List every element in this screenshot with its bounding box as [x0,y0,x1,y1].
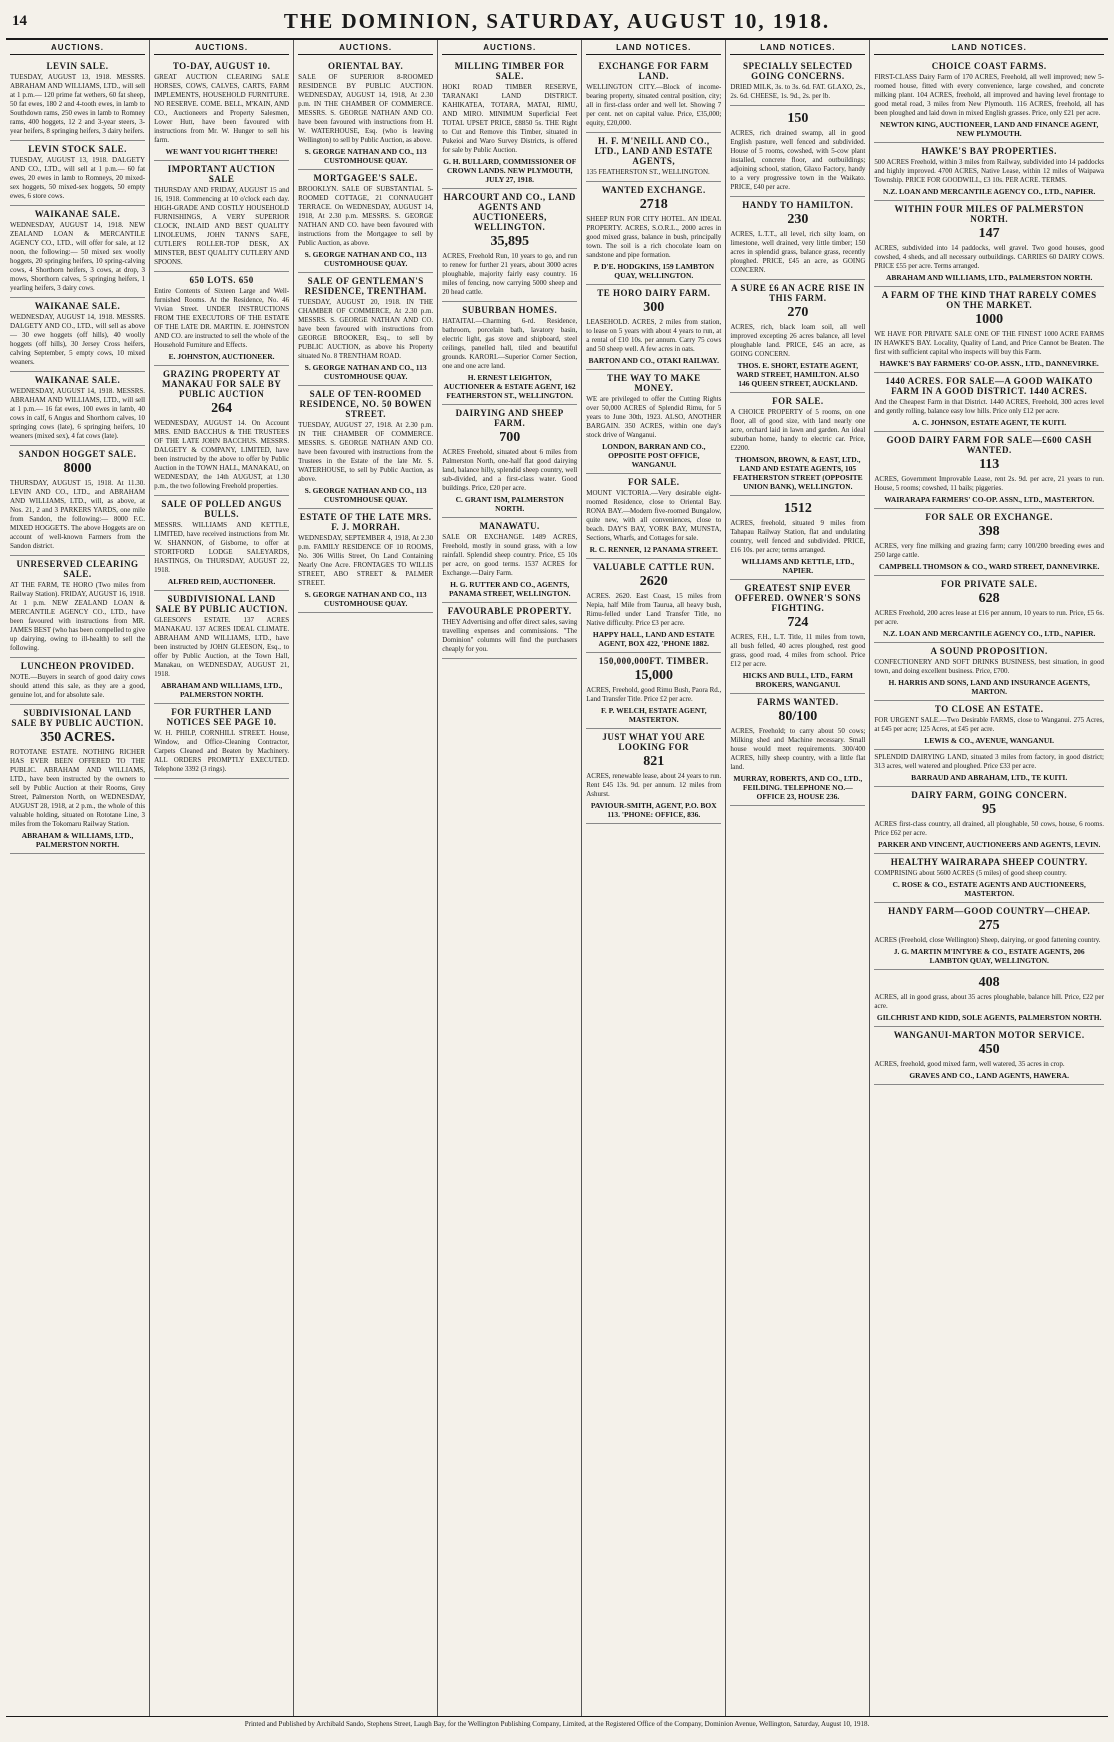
advertisement [154,58,289,161]
ad-body: ACRES (Freehold, close Wellington) Sheep, dairying, or good fattening country. [874,936,1101,944]
ad-title: IMPORTANT AUCTION SALE [167,164,276,184]
advertisement [154,272,289,366]
ad-title: FAVOURABLE PROPERTY. [447,606,572,616]
ad-title: WAIKANAE SALE. [34,209,121,219]
ad-signature: WE WANT YOU RIGHT THERE! [165,147,278,156]
ad-body: HATAITAI.—Charming 6-rd. Residence, bathroom, porcelain bath, lavatory basin, electric light, gas stove and shipboard, steel ceilings, panelled hall, tiled and beautiful grounds. KARORI.—Superior Corner Section, one and one acre land. [442,317,578,370]
column-heading: LAND NOTICES. [730,40,865,55]
ad-title: A FARM OF THE KIND THAT RARELY COMES ON THE MARKET. [881,290,1097,310]
ad-title: WAIKANAE SALE. [34,301,121,311]
ad-body: ACRES, renewable lease, about 24 years to run. Rent £45 13s. 9d. per annum. 12 miles from Ashurst. [586,772,722,798]
ad-title: FOR SALE. [772,396,824,406]
column-2 [150,40,294,1716]
advertisement [10,372,145,446]
ad-title: FOR PRIVATE SALE. [940,579,1038,589]
ad-title: SALE OF POLLED ANGUS BULLS. [161,499,282,519]
ad-signature: BARTON AND CO., OTAKI RAILWAY. [588,356,720,365]
ad-headline-figure: 8000 [63,461,92,476]
ad-signature: ABRAHAM AND WILLIAMS, LTD., PALMERSTON NORTH. [885,273,1093,282]
ad-signature: S. GEORGE NATHAN AND CO., 113 CUSTOMHOUSE QUAY. [304,147,427,165]
column-heading: AUCTIONS. [10,40,145,55]
ad-title: WITHIN FOUR MILES OF PALMERSTON NORTH. [894,204,1084,224]
column-5 [582,40,726,1716]
ad-signature: ABRAHAM & WILLIAMS, LTD., PALMERSTON NORTH. [21,831,134,849]
column-heading: LAND NOTICES. [586,40,721,55]
advertisement [874,58,1104,143]
ad-signature: THOS. E. SHORT, ESTATE AGENT, WARD STREET, HAMILTON. ALSO 146 QUEEN STREET, AUCKLAND. [736,361,860,388]
ad-signature: LONDON, BARRAN AND CO., OPPOSITE POST OFFICE, WANGANUI. [602,442,706,469]
advertisement [874,287,1104,373]
ad-title: A SOUND PROPOSITION. [930,646,1048,656]
ad-headline-figure: 821 [643,754,665,769]
ad-body: FIRST-CLASS Dairy Farm of 170 ACRES, Freehold, all well improved; new 5-roomed house, fitted with every convenience, large cowshed, and concrete milking plant. 104 ACRES, freehold, all improved and having level frontage to good metal road, 3 miles from New Plymouth. 116 ACRES, freehold, all has been ploughed and laid down in mixed English grasses. Price, only £21 per acre. [874,73,1104,117]
advertisement [10,446,145,556]
ad-signature: H. ERNEST LEIGHTON, AUCTIONEER & ESTATE AGENT, 162 FEATHERSTON ST., WELLINGTON. [443,373,576,400]
ad-title: GOOD DAIRY FARM FOR SALE—£600 CASH WANTED. [886,435,1092,455]
ad-body: Entire Contents of Sixteen Large and Well-furnished Rooms. At the Residence, No. 46 Vivian Street. UNDER INSTRUCTIONS FROM THE EXECUTORS OF THE ESTATE OF THE LATE DR. MARTIN. E. JOHNSTON AND CO. are instructed to sell the whole of the Household Furniture and Effects. [154,287,290,349]
ad-title: 650 LOTS. 650 [189,275,254,285]
ad-headline-figure: 2620 [639,574,668,589]
ad-body: THURSDAY AND FRIDAY, AUGUST 15 and 16, 1918. Commencing at 10 o'clock each day. HIGH-GRADE AND COSTLY HOUSEHOLD FURNISHINGS, A VERY SUPERIOR CLOCK, INLAID AND BEST QUALITY LINOLEUMS, JOHN TANN'S SAFE, CUTLER'S ROLLER-TOP DESK, AX MINSTER, BEST QUALITY CUTLERY AND SPOONS. [154,186,290,266]
ad-title: FOR SALE. [628,477,680,487]
ad-body: TUESDAY, AUGUST 20, 1918. IN THE CHAMBER OF COMMERCE, At 2.30 p.m. MESSRS. S. GEORGE NATHAN AND CO. have been favoured with instructions from GEORGE BROOKER, Esq., to sell by PUBLIC AUCTION, as above his Property situated No. 8 TRENTHAM ROAD. [298,298,434,360]
advertisement [586,285,721,370]
advertisement [10,206,145,298]
ad-title: EXCHANGE FOR FARM LAND. [598,61,709,81]
ad-signature: ALFRED REID, AUCTIONEER. [167,577,276,586]
columns [6,40,1108,1717]
ad-signature: S. GEORGE NATHAN AND CO., 113 CUSTOMHOUSE QUAY. [304,363,427,381]
advertisement [442,405,577,518]
column-4 [438,40,582,1716]
ad-title: WANTED EXCHANGE. [601,185,706,195]
ad-title: CHOICE COAST FARMS. [931,61,1047,71]
ad-title: ORIENTAL BAY. [328,61,404,71]
ad-signature: E. JOHNSTON, AUCTIONEER. [168,352,275,361]
ad-signature: C. ROSE & CO., ESTATE AGENTS AND AUCTIONEERS, MASTERTON. [892,880,1086,898]
column-1 [6,40,150,1716]
advertisement [874,970,1104,1027]
ad-body: ACRES, L.T.T., all level, rich silty loam, on limestone, well drained, very little timber; 150 acres in splendid grass, balance grass, recently ploughed. PRICE, £45 an acre, as GOING CONCERN. [730,230,866,274]
ad-signature: BARRAUD AND ABRAHAM, LTD., TE KUITI. [911,773,1068,782]
advertisement [298,509,433,613]
ad-title: HARCOURT AND CO., LAND AGENTS AND AUCTIONEERS, WELLINGTON. [443,192,576,232]
advertisement [10,141,145,206]
ad-signature: C. GRANT ISM, PALMERSTON NORTH. [455,495,564,513]
ad-body: ACRES, Freehold Run, 10 years to go, and run to renew for further 21 years, about 3000 acres ploughable, majority fairly easy country. 16 miles of fencing, now carrying 5000 sheep and 20 head cattle. [442,252,578,296]
ad-title: DAIRYING AND SHEEP FARM. [455,408,564,428]
column-6 [726,40,870,1716]
ad-body: WEDNESDAY, AUGUST 14, 1918. NEW ZEALAND LOAN & MERCANTILE AGENCY CO., LTD., will offer for sale, at 12 noon, the following:— 50 mixed sex woolly hoggets, 20 springing heifers, 10 spring-calving cows, 4 Shorthorn heifers, 3 cows, at drop, 3 mows, Shorthorn calves, 5 springing heifers, 1 yearling heifers, 3 dairy cows. [10,221,146,292]
advertisement [874,373,1104,432]
column-heading: AUCTIONS. [298,40,433,55]
ad-title: SUBDIVISIONAL LAND SALE BY PUBLIC AUCTION. [11,708,144,728]
advertisement [586,182,721,285]
ad-body: SALE OF SUPERIOR 8-ROOMED RESIDENCE BY PUBLIC AUCTION. WEDNESDAY, AUGUST 14, 1918, At 2.30 p.m. IN THE CHAMBER OF COMMERCE. MESSRS. S. GEORGE NATHAN AND CO. have been favoured with instructions from H. W. WATERHOUSE, Esq. (who is leaving Wellington) to sell by Public Auction, as above. [298,73,434,144]
column-7 [870,40,1108,1716]
advertisement [154,496,289,591]
ad-title: 150,000,000FT. TIMBER. [598,656,709,666]
ad-signature: S. GEORGE NATHAN AND CO., 113 CUSTOMHOUSE QUAY. [304,590,427,608]
ad-body: WEDNESDAY, AUGUST 14. On Account MRS. ENID BACCHUS & THE TRUSTEES OF THE LATE JOHN BACCHUS. MESSRS. DALGETY & COMPANY, LIMITED, have been instructed by the above to offer by Public Auction in the TOWN HALL, MANAKAU, on WEDNESDAY, the 14th AUGUST, at 1.30 p.m., the two following Freehold properties. [154,419,290,490]
ad-headline-figure: 700 [499,430,521,445]
advertisement [874,576,1104,643]
masthead [6,4,1108,40]
ad-body: AT THE FARM, TE HORO (Two miles from Railway Station). FRIDAY, AUGUST 16, 1918. At 1 p.m. NEW ZEALAND LOAN & MERCANTILE AGENCY CO., LTD., have been favoured with instructions from MR. JAMES BEST (who has been compelled to give up dairying, owing to ill-health) to sell the following. [10,581,146,652]
ad-body: DRIED MILK, 3s. to 3s. 6d. FAT. GLAXO, 2s., 2s. 6d. CHEESE, 1s. 9d., 2s. per lb. [730,83,866,100]
advertisement [874,1027,1104,1085]
ad-signature: CAMPBELL THOMSON & CO., WARD STREET, DANNEVIRKE. [878,562,1100,571]
ad-signature: PARKER AND VINCENT, AUCTIONEERS AND AGENTS, LEVIN. [878,840,1101,849]
advertisement [10,298,145,372]
advertisement [154,161,289,272]
ad-title: TO-DAY, AUGUST 10. [172,61,271,71]
advertisement [730,197,865,280]
advertisement [442,189,577,302]
ad-title: SALE OF GENTLEMAN'S RESIDENCE, TRENTHAM. [304,276,427,296]
ad-headline-figure: 230 [787,212,809,227]
ad-body: WEDNESDAY, SEPTEMBER 4, 1918, At 2.30 p.m. FAMILY RESIDENCE OF 10 ROOMS, No. 306 Willis Street, On Land Containing Nearly One Acre. FRONTAGES TO WILLIS STREET, ABO STREET & PALMER STREET. [298,534,434,587]
advertisement [730,106,865,197]
ad-body: A CHOICE PROPERTY of 5 rooms, on one floor, all of good size, with land nearly one acre, orchard laid in lawn and garden. An ideal suburban home, handy to electric car. Price, £2200. [730,408,866,452]
newspaper-title: THE DOMINION, SATURDAY, AUGUST 10, 1918. [283,8,831,33]
page-number: 14 [12,12,27,29]
ad-body: WEDNESDAY, AUGUST 14, 1918. MESSRS. DALGETY AND CO., LTD., will sell as above— 30 ewe hoggets (off hills), 40 woolly hoggets (off hills), 30 Jersey Cross heifers, calving September, 5 empty cows, 10 mixed weaners. [10,313,146,366]
ad-signature: P. D'E. HODGKINS, 159 LAMBTON QUAY, WELLINGTON. [593,262,715,280]
ad-signature: H. G. RUTTER AND CO., AGENTS, PANAMA STREET, WELLINGTON. [448,580,571,598]
ad-body: GLEESON'S ESTATE. 137 ACRES MANAKAU. 137 ACRES IDEAL CLIMATE. ABRAHAM AND WILLIAMS, LTD., have been instructed by JOHN GLEESON, Esq., to offer by Public Auction, at the Town Hall, Manakau, on WEDNESDAY, AUGUST 21, 1918. [154,616,290,678]
ad-title: DAIRY FARM, GOING CONCERN. [911,790,1068,800]
ad-signature: GILCHRIST AND KIDD, SOLE AGENTS, PALMERSTON NORTH. [876,1013,1102,1022]
advertisement [874,787,1104,854]
ad-title: FARMS WANTED. [757,697,839,707]
ad-title: FOR SALE OR EXCHANGE. [925,512,1053,522]
advertisement [874,903,1104,970]
advertisement [586,58,721,133]
ad-title: WAIKANAE SALE. [34,375,121,385]
ad-body: ACRES, Freehold, good Rimu Bush, Paora Rd., Land Transfer Title. Price £2 per acre. [586,686,722,703]
ad-signature: G. H. BULLARD, COMMISSIONER OF CROWN LANDS. NEW PLYMOUTH, JULY 27, 1918. [443,157,577,184]
ad-headline-figure: 300 [643,300,665,315]
advertisement [298,386,433,509]
ad-title: HEALTHY WAIRARAPA SHEEP COUNTRY. [890,857,1088,867]
ad-signature: N.Z. LOAN AND MERCANTILE AGENCY CO., LTD., NAPIER. [882,187,1096,196]
advertisement [730,496,865,580]
ad-body: ACRES, very fine milking and grazing farm; carry 100/200 breeding ewes and 250 large cattle. [874,542,1104,559]
ad-body: ACRES, rich, black loam soil, all well improved excepting 26 acres balance, all level ploughable land. PRICE, £45 an acre, as GOING CONCERN. [730,323,866,358]
advertisement [298,273,433,386]
ad-headline-figure: 350 ACRES. [40,730,115,745]
ad-title: FOR FURTHER LAND NOTICES SEE PAGE 10. [166,707,277,727]
ad-body: ACRES, Government Improvable Lease, rent 2s. 9d. per acre, 21 years to run. House, 5 rooms; cowshed, 11 bails; piggeries. [874,475,1104,492]
ad-body: FOR URGENT SALE.—Two Desirable FARMS, close to Wanganui. 275 Acres, at £45 per acre; 125 Acres, at £45 per acre. [874,716,1104,733]
ad-signature: NEWTON KING, AUCTIONEER, LAND AND FINANCE AGENT, NEW PLYMOUTH. [880,120,1099,138]
ad-signature: HAPPY HALL, LAND AND ESTATE AGENT, BOX 422, 'PHONE 1882. [592,630,715,648]
ad-body: BROOKLYN. SALE OF SUBSTANTIAL 5-ROOMED COTTAGE, 21 CONNAUGHT TERRACE. On WEDNESDAY, AUGUST 14, 1918, At 2.30 p.m. MESSRS. S. GEORGE NATHAN AND CO. have been favoured with instructions from the Mortgagee to sell by Public Auction, as above. [298,185,434,247]
advertisement [154,591,289,704]
advertisement [586,133,721,182]
advertisement [730,58,865,106]
ad-signature: HAWKE'S BAY FARMERS' CO-OP. ASSN., LTD., DANNEVIRKE. [879,359,1099,368]
advertisement [586,729,721,824]
ad-signature: F. P. WELCH, ESTATE AGENT, MASTERTON. [600,706,707,724]
ad-body: And the Cheapest Farm in that District. 1440 ACRES, Freehold, 300 acres level and gently rolling, balance easy low hills. Price only £12 per acre. [874,398,1104,415]
advertisement [154,366,289,496]
advertisement [586,559,721,653]
ad-body: MOUNT VICTORIA.—Very desirable eight-roomed Residence, close to Oriental Bay. RONA BAY.—Modern five-roomed Bungalow, quite new, with all conveniences, close to beach. DAY'S BAY, YORK BAY, MUNSTA, Sections, Wharfs, and Cottages for sale. [586,489,722,542]
advertisement [874,201,1104,287]
ad-title: 1440 ACRES. FOR SALE—A GOOD WAIKATO FARM IN A GOOD DISTRICT. 1440 ACRES. [885,376,1093,396]
advertisement [874,750,1104,787]
ad-body: TUESDAY, AUGUST 13, 1918. MESSRS. ABRAHAM AND WILLIAMS, LTD., will sell at 1 p.m.— 120 prime fat wethers, 60 fat sheep, 50 fat ewes, 180 2 and 4-tooth ewes, in lamb to Southdown rams, 250 ewes in lamb to Romney rams, 400 hoggets, 12 2 and 3-year steers, 3-year heifers, 8 springing heifers, 3 dairy heifers. [10,73,146,135]
advertisement [154,704,289,779]
advertisement [298,170,433,273]
advertisement [10,705,145,854]
ad-headline-figure: 1000 [975,312,1004,327]
ad-title: ESTATE OF THE LATE MRS. F. J. MORRAH. [299,512,432,532]
ad-body: ROTOTANE ESTATE. NOTHING RICHER HAS EVER BEEN OFFERED TO THE PUBLIC. ABRAHAM AND WILLIAMS, LTD., have been instructed by the owners to sell by Public Auction at their Rooms, Grey Street, Palmerston North, on WEDNESDAY, AUGUST 28, 1918, at 2 p.m., the whole of this valuable holding, situated on Rototane Line, 3 miles from the Tokomaru Railway Station. [10,748,146,828]
ad-title: GREATEST SNIP EVER OFFERED. OWNER'S SONS FIGHTING. [734,583,861,613]
ad-body: ACRES, subdivided into 14 paddocks, well gravel. Two good houses, good cowshed, 4 sheds, and all necessary outbuildings. CARRIES 60 DAIRY COWS. PRICE £55 per acre. Terms arranged. [874,244,1104,270]
advertisement [586,653,721,729]
ad-title: H. F. M'NEILL AND CO., LTD., LAND AND ESTATE AGENTS, [594,136,713,166]
advertisement [730,580,865,694]
ad-title: JUST WHAT YOU ARE LOOKING FOR [602,732,706,752]
ad-headline-figure: 113 [979,457,1000,472]
ad-body: W. H. PHILP, CORNHILL STREET. House, Window, and Office-Cleaning Contractor, Carpets Cleaned and Beaten by Machinery. ALL ORDERS PROMPTLY EXECUTED. Telephone 3392 (3 rings). [154,729,290,773]
advertisement [442,302,577,405]
ad-body: ACRES Freehold, situated about 6 miles from Palmerston North, one-half flat good dairying land, balance hilly, splendid sheep country, well sub-divided, and a first-class water. Good buildings. Price, £20 per acre. [442,448,578,492]
advertisement [874,701,1104,750]
advertisement [586,474,721,559]
ad-body: ACRES, freehold, situated 9 miles from Tahapau Railway Station, flat and undulating country, well fenced and subdivided. PRICE, £16 10s. per acre; terms arranged. [730,519,866,554]
ad-signature: GRAVES AND CO., LAND AGENTS, HAWERA. [909,1071,1070,1080]
ad-title: SALE OF TEN-ROOMED RESIDENCE, NO. 50 BOWEN STREET. [299,389,432,419]
ad-signature: H. HARRIS AND SONS, LAND AND INSURANCE AGENTS, MARTON. [888,678,1090,696]
advertisement [10,658,145,705]
ad-title: MORTGAGEE'S SALE. [313,173,418,183]
ad-headline-figure: 147 [978,226,1000,241]
ad-title: GRAZING PROPERTY AT MANAKAU FOR SALE BY PUBLIC AUCTION [161,369,282,399]
ad-headline-figure: 270 [787,305,809,320]
ad-headline-figure: 264 [211,401,233,416]
ad-body: ACRES, freehold, good mixed farm, well watered, 35 acres in crop. [874,1060,1065,1068]
ad-headline-figure: 408 [978,975,1000,990]
advertisement [442,603,577,659]
advertisement [730,280,865,393]
column-3 [294,40,438,1716]
ad-title: UNRESERVED CLEARING SALE. [16,559,139,579]
ad-headline-figure: 275 [978,918,1000,933]
ad-body: SALE OR EXCHANGE. 1489 ACRES, Freehold, mostly in sound grass, with a low rainfall. Splendid sheep country. Price, £5 10s per acre, on good terms. 1537 ACRES for Exchange.—Dairy Farm. [442,533,578,577]
ad-signature: WILLIAMS AND KETTLE, LTD., NAPIER. [741,557,855,575]
ad-body: ACRES, F.H., L.T. Title, 11 miles from town, all bush felled, 40 acres ploughed, rest good grass, good road, 4 miles from school. Price £12 per acre. [730,633,866,668]
ad-headline-figure: 2718 [639,197,668,212]
ad-body: ACRES, all in good grass, about 35 acres ploughable, balance hill. Price, £22 per acre. [874,993,1104,1010]
printer-imprint: Printed and Published by Archibald Sando, Stephens Street, Laugh Bay, for the Wellington Publishing Company, Limited, at the Registered Office of the Company, Dominion Avenue, Wellington, Saturday, August 10, 1918. [244,1720,870,1728]
ad-headline-figure: 450 [978,1042,1000,1057]
ad-title: A SURE £6 AN ACRE RISE IN THIS FARM. [731,283,865,303]
ad-title: SANDON HOGGET SALE. [18,449,137,459]
advertisement [874,854,1104,903]
ad-body: SPLENDID DAIRYING LAND, situated 3 miles from factory, in good district; 313 acres, well watered and ploughed. Price £33 per acre. [874,753,1104,770]
ad-signature: S. GEORGE NATHAN AND CO., 113 CUSTOMHOUSE QUAY. [304,250,427,268]
advertisement [10,58,145,141]
ad-headline-figure: 628 [978,591,1000,606]
ad-headline-figure: 80/100 [778,709,818,724]
advertisement [442,518,577,603]
ad-body: TUESDAY, AUGUST 13, 1918. DALGETY AND CO., LTD., will sell at 1 p.m.— 60 fat ewes, 20 ewes in lamb to Romneys, 20 mixed-sex hoggets, 50 mixed-sex hoggets, 50 empty ewes, 6 store cows. [10,156,146,200]
ad-title: MILLING TIMBER FOR SALE. [454,61,565,81]
ad-body: WEDNESDAY, AUGUST 14, 1918. MESSRS. ABRAHAM AND WILLIAMS, LTD., will sell at 1 p.m.— 16 fat ewes, 100 ewes in lamb, 40 cows in calf, 6 Angus and Shorthorn calves, 10 springing cows (late), 6 springing heifers, 10 weaners (mixed sex), 4 fat cows (late). [10,387,146,440]
ad-title: HANDY FARM—GOOD COUNTRY—CHEAP. [888,906,1091,916]
ad-signature: J. G. MARTIN M'INTYRE & CO., ESTATE AGENTS, 206 LAMBTON QUAY, WELLINGTON. [893,947,1085,965]
ad-title: TE HORO DAIRY FARM. [597,288,711,298]
ad-title: WANGANUI-MARTON MOTOR SERVICE. [893,1030,1085,1040]
ad-title: TO CLOSE AN ESTATE. [934,704,1044,714]
ad-body: THEY Advertising and offer direct sales, saving travelling expenses and commissions. "The Dominion" columns will find the purchasers cheaply for you. [442,618,578,653]
ad-headline-figure: 35,895 [490,234,529,249]
ad-title: SPECIALLY SELECTED GOING CONCERNS. [743,61,853,81]
ad-body: WE are privileged to offer the Cutting Rights over 50,000 ACRES of Splendid Rimu, for 5 years to June 30th, 1923. ALSO, ANOTHER BARGAIN. 350 ACRES, within one day's stock drive of Wanganui. [586,395,722,439]
ad-body: ACRES, Freehold; to carry about 50 cows; Milking shed and Machine necessary. Small house would meet requirements. 300/400 ACRES, hilly sheep country, with a little flat land. [730,727,866,771]
ad-body: ACRES, rich drained swamp, all in good English pasture, well fenced and subdivided. House of 5 rooms, cowshed, with 5-cow plant installed, concrete floor, and outbuildings; adjoining school, station, Glaxo Factory, handy to a very progressive town in the Waikato. PRICE, £40 per acre. [730,129,866,191]
ad-body: WE HAVE FOR PRIVATE SALE ONE OF THE FINEST 1000 ACRE FARMS IN HAWKE'S BAY. Locality, Quality of Land, and Price Cannot be Beaten. The first with sufficient capital who inspects will buy this Farm. [874,330,1104,356]
advertisement [874,432,1104,509]
ad-title: MANAWATU. [479,521,540,531]
ad-signature: MURRAY, ROBERTS, AND CO., LTD., FEILDING. TELEPHONE NO.—OFFICE 23, HOUSE 236. [733,774,863,801]
ad-headline-figure: 1512 [783,501,812,516]
ad-signature: ABRAHAM AND WILLIAMS, LTD., PALMERSTON NORTH. [160,681,283,699]
ad-body: ACRES. 2620. East Coast, 15 miles from Nepia, half Mile from Taurua, all heavy bush, Rimu-felled under Land Transfer Title, no Native difficulty. Price £3 per acre. [586,592,722,627]
advertisement [730,393,865,496]
ad-body: GREAT AUCTION CLEARING SALE HORSES, COWS, CALVES, CARTS, FARM IMPLEMENTS, HOUSEHOLD FURNITURE. NO RESERVE. COME. BELL, M'KAIN, AND CO., Auctioneers and Property Salesmen, Lower Hutt, have been favoured with instructions from Mr. W. Hunger to sell his farm. [154,73,290,144]
ad-body: ACRES first-class country, all drained, all ploughable, 50 cows, house, 6 rooms. Price £62 per acre. [874,820,1104,837]
ad-signature: LEWIS & CO., AVENUE, WANGANUI. [924,736,1055,745]
ad-title: THE WAY TO MAKE MONEY. [606,373,701,393]
ad-body: ACRES Freehold, 200 acres lease at £16 per annum, 10 years to run. Price, £5 6s. per acre. [874,609,1104,626]
ad-headline-figure: 95 [982,802,997,817]
ad-title: LEVIN SALE. [46,61,109,71]
ad-body: SHEEP RUN FOR CITY HOTEL. AN IDEAL PROPERTY. ACRES, S.O.R.L., 2000 acres in good mixed grass, balance in bush, principally town. The soil is a rich chocolate loam on sandstone and pipe formation. [586,215,722,259]
advertisement [586,370,721,474]
ad-signature: S. GEORGE NATHAN AND CO., 113 CUSTOMHOUSE QUAY. [304,486,427,504]
column-heading: LAND NOTICES. [874,40,1104,55]
ad-title: HAWKE'S BAY PROPERTIES. [921,146,1057,156]
ad-title: HANDY TO HAMILTON. [742,200,854,210]
ad-body: 135 FEATHERSTON ST., WELLINGTON. [586,168,710,176]
advertisement [442,58,577,189]
ad-title: LEVIN STOCK SALE. [28,144,127,154]
advertisement [874,509,1104,576]
ad-signature: R. C. RENNER, 12 PANAMA STREET. [589,545,718,554]
ad-body: LEASEHOLD. ACRES, 2 miles from station, to lease on 5 years with about 4 years to run, at a rental of £10 10s. per annum. Carry 75 cows and 50 sheep well. A few acres in oats. [586,318,722,353]
advertisement [730,694,865,806]
ad-body: 500 ACRES Freehold, within 3 miles from Railway, subdivided into 14 paddocks and highly improved. 4700 ACRES, Native Lease, within 12 miles of Waipawa Township. PRICE FOR GOODWILL, £3 10s. PER ACRE. TERMS. [874,158,1104,184]
ad-body: THURSDAY, AUGUST 15, 1918. At 11.30. LEVIN AND CO., LTD., and ABRAHAM AND WILLIAMS, LTD., will, as above, at Nos. 21, 2 and 3 PARKERS YARDS, one mile from Sandon, the following:— 8000 F.C. MIXED HOGGETS. The above Hoggets are on account of well-known Farmers from the Sandon district. [10,479,146,550]
ad-title: SUBDIVISIONAL LAND SALE BY PUBLIC AUCTION. [155,594,288,614]
ad-headline-figure: 150 [787,111,809,126]
ad-body: COMPRISING about 5600 ACRES (5 miles) of good sheep country. [874,869,1067,877]
advertisement [874,643,1104,701]
ad-headline-figure: 398 [978,524,1000,539]
advertisement [10,556,145,658]
ad-title: LUNCHEON PROVIDED. [20,661,135,671]
ad-headline-figure: 724 [787,615,809,630]
ad-body: WELLINGTON CITY.—Block of income-bearing property, situated central position, city; all in first-class order and well let. Showing 7 per cent. net on capital value. Price, £35,000; equity, £20,000. [586,83,722,127]
ad-body: NOTE.—Buyers in search of good dairy cows should attend this sale, as they are a good, genuine lot, and for absolute sale. [10,673,146,699]
advertisement [874,143,1104,201]
advertisement [298,58,433,170]
ad-body: MESSRS. WILLIAMS AND KETTLE, LIMITED, have received instructions from Mr. W. SHANNON, of Gisborne, to offer at STORTFORD LODGE SALEYARDS, HASTINGS, On THURSDAY, AUGUST 22, 1918. [154,521,290,574]
ad-title: SUBURBAN HOMES. [462,305,558,315]
ad-title: VALUABLE CATTLE RUN. [593,562,715,572]
ad-signature: A. C. JOHNSON, ESTATE AGENT, TE KUITI. [912,418,1067,427]
ad-body: HOKI ROAD TIMBER RESERVE, TARANAKI LAND DISTRICT. KAHIKATEA, TOTARA, MATAI, RIMU, AND MIRO. MINIMUM Superficial Feet TOTAL UPSET PRICE, £8850 5s. THE Right to Cut and Remove this Timber, situated in Pukeioi and Waro Survey Districts, is offered for sale by Public Auction. [442,83,578,154]
ad-signature: N.Z. LOAN AND MERCANTILE AGENCY CO., LTD., NAPIER. [882,629,1096,638]
ad-headline-figure: 15,000 [634,668,674,683]
ad-signature: PAVIOUR-SMITH, AGENT, P.O. BOX 113. 'PHONE: OFFICE, 836. [590,801,717,819]
ad-body: TUESDAY, AUGUST 27, 1918. At 2.30 p.m. IN THE CHAMBER OF COMMERCE. MESSRS. S. GEORGE NATHAN AND CO. have been favoured with instructions from the Trustees in the Estate of the late Mr. S. WATERHOUSE, to sell by Public Auction, as above. [298,421,434,483]
column-heading: AUCTIONS. [442,40,577,55]
ad-signature: HICKS AND BULL, LTD., FARM BROKERS, WANGANUI. [742,671,853,689]
ad-body: CONFECTIONERY AND SOFT DRINKS BUSINESS, best situation, in good town, and doing excellent business. Price, £700. [874,658,1104,675]
column-heading: AUCTIONS. [154,40,289,55]
ad-signature: WAIRARAPA FARMERS' CO-OP. ASSN., LTD., MASTERTON. [884,495,1095,504]
ad-signature: THOMSON, BROWN, & EAST, LTD., LAND AND ESTATE AGENTS, 105 FEATHERSTON STREET (OPPOSITE UNION BANK), WELLINGTON. [733,455,863,491]
